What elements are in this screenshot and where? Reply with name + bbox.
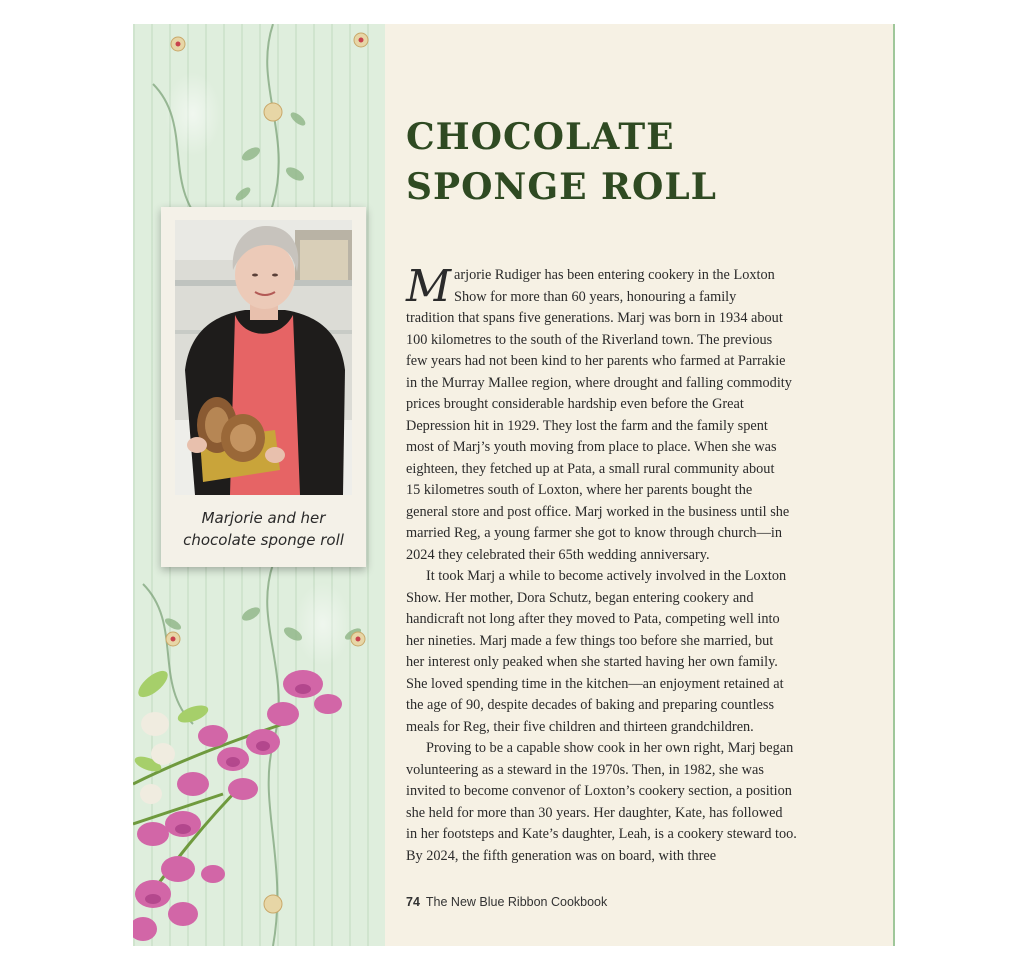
article-line: volunteering as a steward in the 1970s. Then, in 1982, she was: [406, 761, 764, 778]
article-line: meals for Reg, their five children and thirteen grandchildren.: [406, 718, 754, 735]
caption-line-2: chocolate sponge roll: [183, 531, 344, 549]
article-line: 15 kilometres south of Loxton, where her parents bought the: [406, 482, 753, 498]
article-line: the age of 90, despite decades of baking and preparing countless: [406, 697, 775, 713]
article-line: her interest only peaked when she started having her own family.: [406, 654, 778, 670]
article-line: Show. Her mother, Dora Schutz, began entering cookery and: [406, 589, 754, 606]
article-line: Proving to be a capable show cook in her own right, Marj began: [426, 740, 794, 756]
article-line: prices brought considerable hardship even before the Great: [406, 396, 744, 412]
article-line: most of Marj’s youth moving from place to place. When she was: [406, 439, 777, 455]
article-line: 2024 they celebrated their 65th wedding anniversary.: [406, 546, 710, 563]
drop-cap: M: [406, 261, 452, 312]
article-line: married Reg, a young farmer she got to know through church—in: [406, 525, 782, 541]
book-title: The New Blue Ribbon Cookbook: [425, 895, 608, 909]
article-line: invited to become convenor of Loxton’s cookery section, a position: [406, 783, 792, 799]
article-line: few years had not been kind to her parents who farmed at Parrakie: [406, 353, 786, 369]
article-line: Depression hit in 1929. They lost the farm and the family spent: [406, 417, 768, 434]
article-line: in the Murray Mallee region, where drought and falling commodity: [406, 374, 792, 391]
recipe-title: [406, 112, 717, 212]
polaroid-photo-frame: [161, 207, 366, 567]
title-line-1: CHOCOLATE: [406, 116, 675, 158]
page-footer: [406, 895, 607, 909]
article-line: general store and post office. Marj worked in the business until she: [406, 503, 790, 520]
article-line: She loved spending time in the kitchen—an enjoyment retained at: [406, 675, 784, 692]
article-line: in her footsteps and Kate’s daughter, Leah, is a cookery steward too.: [406, 826, 797, 842]
article-body: [406, 261, 836, 867]
article-line: her nineties. Marj made a few things too before she married, but: [406, 632, 774, 649]
photo-caption: [161, 507, 366, 551]
title-line-2: SPONGE ROLL: [406, 166, 717, 208]
article-line: tradition that spans five generations. Marj was born in 1934 about: [406, 310, 783, 326]
article-line: eighteen, they fetched up at Pata, a small rural community about: [406, 460, 775, 477]
caption-line-1: Marjorie and her: [201, 509, 326, 527]
article-line: 100 kilometres to the south of the Riverland town. The previous: [406, 331, 773, 348]
article-line: Show for more than 60 years, honouring a family: [454, 288, 737, 305]
article-line: By 2024, the fifth generation was on board, with three: [406, 847, 717, 864]
article-line: she held for more than 30 years. Her daughter, Kate, has followed: [406, 804, 783, 821]
page-edge: [893, 24, 895, 946]
page-number: 74: [406, 895, 420, 909]
article-line: arjorie Rudiger has been entering cookery in the Loxton: [454, 267, 775, 283]
article-line: It took Marj a while to become actively involved in the Loxton: [426, 568, 787, 584]
article-line: handicraft not long after they moved to Pata, competing well into: [406, 611, 780, 627]
photo-marjorie: [175, 220, 352, 495]
